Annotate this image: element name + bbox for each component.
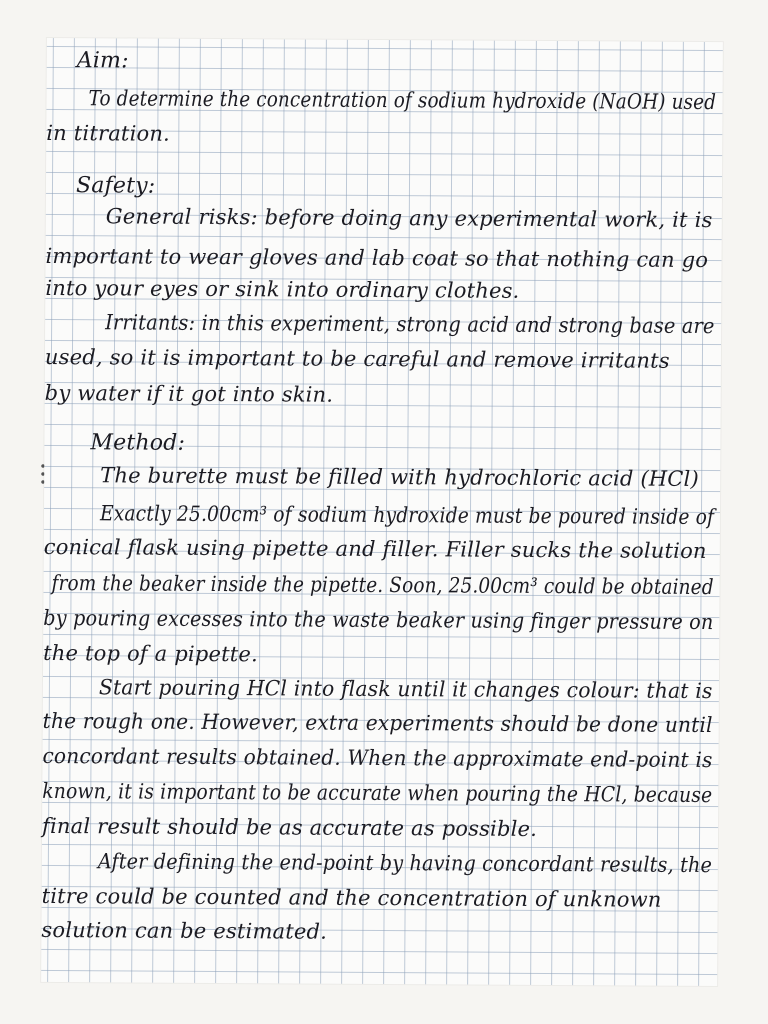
safety-line-5: used, so it is important to be careful and remove irritants <box>44 344 670 373</box>
method-line-10: known, it is important to be accurate when pouring the HCl, because <box>42 778 713 808</box>
safety-line-1: General risks: before doing any experimental work, it is <box>105 204 713 233</box>
method-line-3: conical flask using pipette and filler. Filler sucks the solution <box>43 534 707 563</box>
method-line-9: concordant results obtained. When the approximate end-point is <box>42 743 713 773</box>
method-line-7: Start pouring HCl into flask until it changes colour: that is <box>98 675 713 704</box>
method-line-8: the rough one. However, extra experiments should be done until <box>42 708 713 738</box>
method-heading: Method: <box>90 430 186 456</box>
aim-heading: Aim: <box>76 48 129 74</box>
aim-line-1: To determine the concentration of sodium hydroxide (NaOH) used <box>88 86 717 115</box>
safety-line-2: important to wear gloves and lab coat so that nothing can go <box>45 243 709 272</box>
method-line-6: the top of a pipette. <box>43 640 258 667</box>
aim-line-2: in titration. <box>46 120 171 146</box>
method-line-2: Exactly 25.00cm³ of sodium hydroxide must be poured inside of <box>99 501 715 530</box>
method-line-4: from the beaker inside the pipette. Soon, 25.00cm³ could be obtained <box>51 570 714 600</box>
safety-line-4: Irritants: in this experiment, strong acid and strong base are <box>105 310 715 339</box>
graph-paper-sheet <box>41 38 723 986</box>
method-line-13: titre could be counted and the concentration of unknown <box>41 883 662 912</box>
safety-heading: Safety: <box>75 173 156 199</box>
method-line-14: solution can be estimated. <box>41 917 328 944</box>
safety-line-6: by water if it got into skin. <box>44 380 334 407</box>
method-line-1: The burette must be filled with hydrochloric acid (HCl) <box>100 463 699 491</box>
method-line-5: by pouring excesses into the waste beaker using finger pressure on <box>43 605 714 635</box>
method-line-12: After defining the end-point by having concordant results, the <box>97 849 713 878</box>
method-line-11: final result should be as accurate as possible. <box>42 813 538 841</box>
safety-line-3: into your eyes or sink into ordinary clothes. <box>45 275 520 303</box>
